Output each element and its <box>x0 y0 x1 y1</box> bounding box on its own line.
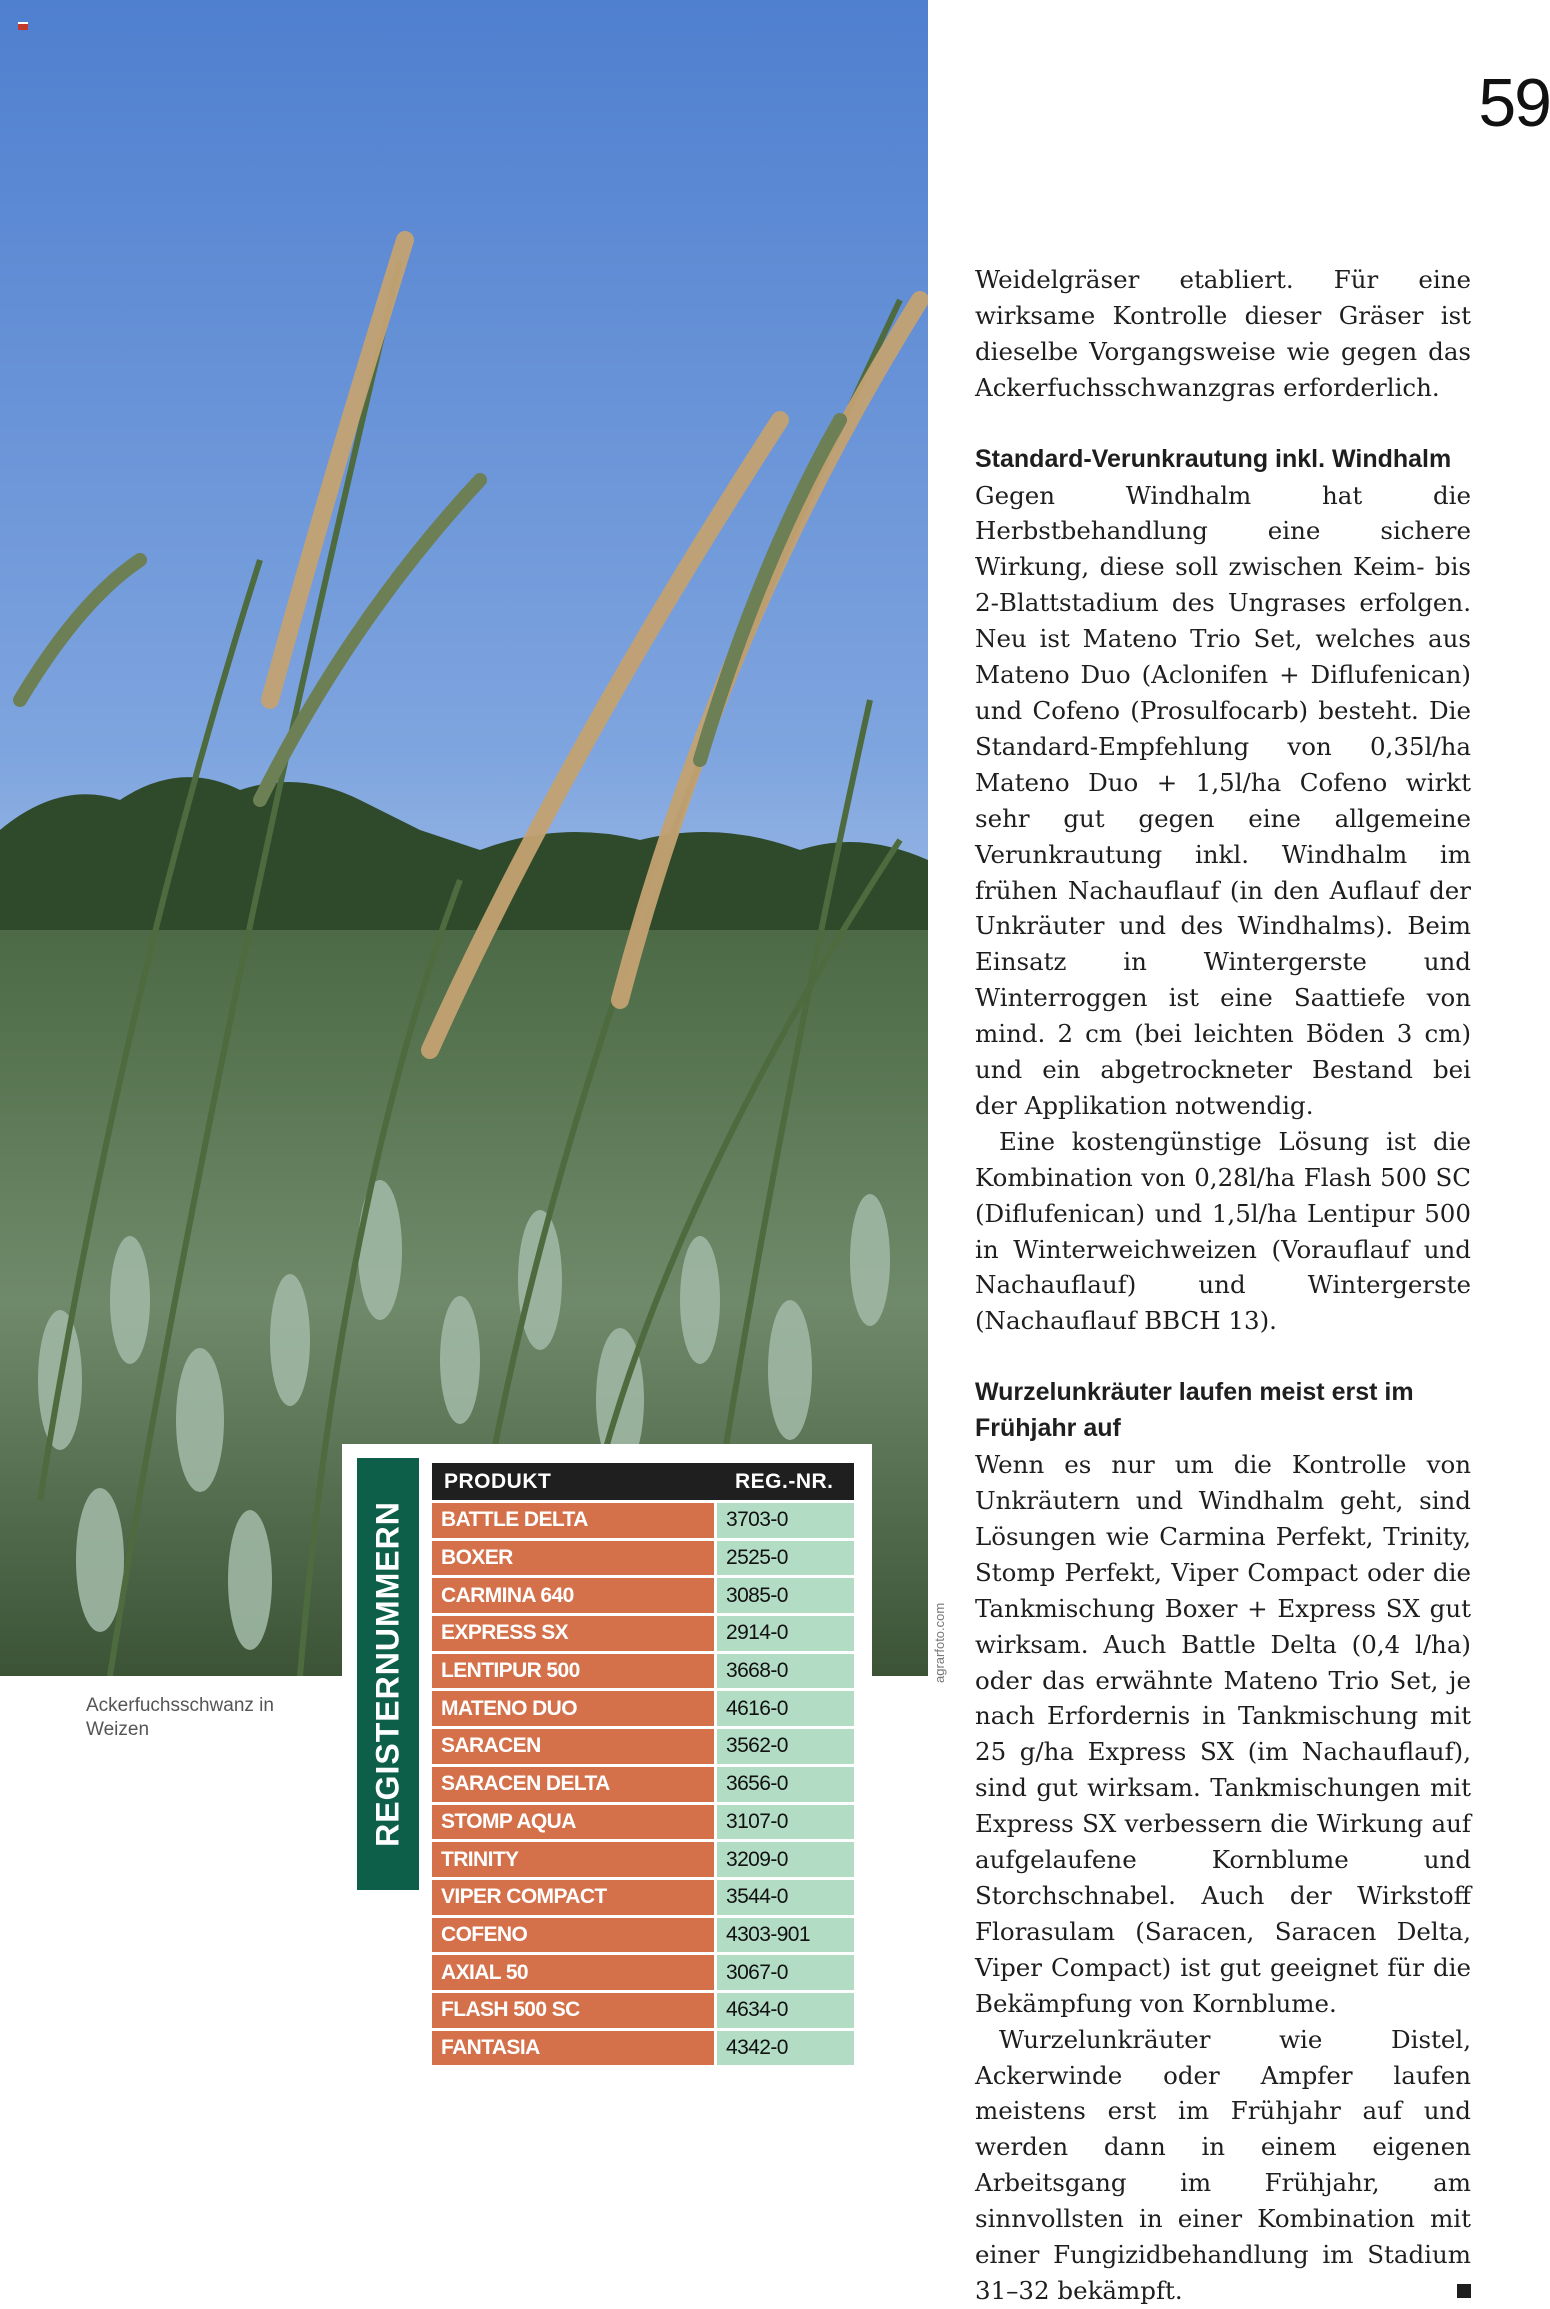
table-row <box>432 1541 854 1576</box>
heading-windhalm: Standard-Verunkrautung inkl. Windhalm <box>975 444 1452 473</box>
table-row <box>432 1729 854 1764</box>
field-photo-illustration <box>0 0 928 1676</box>
table-row <box>432 1880 854 1915</box>
table-row <box>432 1654 854 1689</box>
product-name-cell: EXPRESS SX <box>432 1616 717 1651</box>
table-row <box>432 1955 854 1990</box>
registration-number-cell: 2525-0 <box>717 1541 854 1576</box>
article-paragraph-5-text: Wurzelunkräuter wie Distel, Ackerwinde oder Ampfer laufen meistens erst im Frühjahr auf und werden dann in einem eigenen Arbeitsgang im Frühjahr, am sinnvollsten in einer Kombination mit einer Fungizidbehandlung im Stadium 31–32 bekämpft. <box>975 2024 1471 2305</box>
product-name-cell: STOMP AQUA <box>432 1805 717 1840</box>
product-name-cell: CARMINA 640 <box>432 1578 717 1613</box>
header-reg-nr: REG.-NR. <box>717 1463 854 1500</box>
article-paragraph-3: Eine kostengünstige Lösung ist die Kombination von 0,28l/ha Flash 500 SC (Diflufenican) und 1,5l/ha Lentipur 500 in Winterweichweizen (Vorauflauf und Nachauflauf) und Wintergerste (Nachauflauf BBCH 13). <box>975 1126 1471 1336</box>
registration-number-cell: 4634-0 <box>717 1993 854 2028</box>
table-row <box>432 2031 854 2066</box>
table-row <box>432 1842 854 1877</box>
product-name-cell: LENTIPUR 500 <box>432 1654 717 1689</box>
registry-rows <box>432 1503 854 2065</box>
photo-caption: Ackerfuchsschwanz in Weizen <box>86 1695 274 1740</box>
registration-number-cell: 2914-0 <box>717 1616 854 1651</box>
registration-number-cell: 4616-0 <box>717 1691 854 1726</box>
product-name-cell: SARACEN DELTA <box>432 1767 717 1802</box>
table-row <box>432 1578 854 1613</box>
table-row <box>432 1805 854 1840</box>
product-name-cell: AXIAL 50 <box>432 1955 717 1990</box>
registry-header-row <box>432 1463 854 1500</box>
article-column <box>975 262 1471 2309</box>
registration-number-cell: 4342-0 <box>717 2031 854 2066</box>
registration-number-cell: 3544-0 <box>717 1880 854 1915</box>
table-row <box>432 1616 854 1651</box>
article-paragraph-2: Gegen Windhalm hat die Herbstbehandlung eine sichere Wirkung, diese soll zwischen Keim- bis 2-Blattstadium des Ungrases erfolgen. Neu ist Mateno Trio Set, welches aus Mateno Duo (Aclonifen + Diflufenican) und Cofeno (Prosulfocarb) besteht. Die Standard-Empfehlung von 0,35l/ha Mateno Duo + 1,5l/ha Cofeno wirkt sehr gut gegen eine allgemeine Verunkrautung inkl. Windhalm im frühen Nachauflauf (in den Auflauf der Unkräuter und des Windhalms). Beim Einsatz in Wintergerste und Winterroggen ist eine Saattiefe von mind. 2 cm (bei leichten Böden 3 cm) und ein abgetrockneter Bestand bei der Applikation notwendig. <box>975 480 1471 1120</box>
registration-number-cell: 4303-901 <box>717 1918 854 1953</box>
product-name-cell: MATENO DUO <box>432 1691 717 1726</box>
heading-wurzelunkraeuter: Wurzelunkräuter laufen meist erst im Frühjahr auf <box>975 1378 1414 1443</box>
end-of-article-mark <box>1457 2284 1471 2298</box>
table-row <box>432 1503 854 1538</box>
product-name-cell: SARACEN <box>432 1729 717 1764</box>
article-paragraph-5 <box>975 2022 1471 2309</box>
registration-number-cell: 3067-0 <box>717 1955 854 1990</box>
corner-mark <box>18 22 28 30</box>
table-row <box>432 1691 854 1726</box>
article-paragraph-1: Weidelgräser etabliert. Für eine wirksame Kontrolle dieser Gräser ist dieselbe Vorgangsweise wie gegen das Ackerfuchsschwanzgras erforderlich. <box>975 265 1471 402</box>
table-row <box>432 1767 854 1802</box>
photo-credit <box>932 1583 956 1683</box>
registration-number-cell: 3209-0 <box>717 1842 854 1877</box>
registration-number-cell: 3107-0 <box>717 1805 854 1840</box>
product-name-cell: COFENO <box>432 1918 717 1953</box>
registry-side-label: REGISTERNUMMERN <box>369 1501 406 1847</box>
product-name-cell: FANTASIA <box>432 2031 717 2066</box>
registration-number-cell: 3656-0 <box>717 1767 854 1802</box>
product-name-cell: BOXER <box>432 1541 717 1576</box>
registration-number-cell: 3562-0 <box>717 1729 854 1764</box>
product-name-cell: TRINITY <box>432 1842 717 1877</box>
table-row <box>432 1918 854 1953</box>
article-paragraph-4: Wenn es nur um die Kontrolle von Unkräutern und Windhalm geht, sind Lösungen wie Carmina Perfekt, Trinity, Stomp Perfekt, Viper Compact oder die Tankmischung Boxer + Express SX gut wirksam. Auch Battle Delta (0,4 l/ha) oder das erwähnte Mateno Trio Set, je nach Erfordernis in Tankmischung mit 25 g/ha Express SX (im Nachauflauf), sind gut wirksam. Tankmischungen mit Express SX verbessern die Wirkung auf aufgelaufene Kornblume und Storchschnabel. Auch der Wirkstoff Florasulam (Saracen, Saracen Delta, Viper Compact) ist gut geeignet für die Bekämpfung von Kornblume. <box>975 1450 1471 2018</box>
product-name-cell: BATTLE DELTA <box>432 1503 717 1538</box>
registration-number-cell: 3085-0 <box>717 1578 854 1613</box>
product-name-cell: FLASH 500 SC <box>432 1993 717 2028</box>
table-row <box>432 1993 854 2028</box>
page-number: 59 <box>1478 65 1550 141</box>
photo-foxtail-in-wheat <box>0 0 928 1676</box>
registry-table <box>432 1460 854 2068</box>
registration-number-cell: 3668-0 <box>717 1654 854 1689</box>
registry-side-tab <box>357 1458 419 1890</box>
product-name-cell: VIPER COMPACT <box>432 1880 717 1915</box>
photo-credit-text: agrarfoto.com <box>932 1602 947 1683</box>
header-product: PRODUKT <box>432 1463 717 1500</box>
registration-number-cell: 3703-0 <box>717 1503 854 1538</box>
